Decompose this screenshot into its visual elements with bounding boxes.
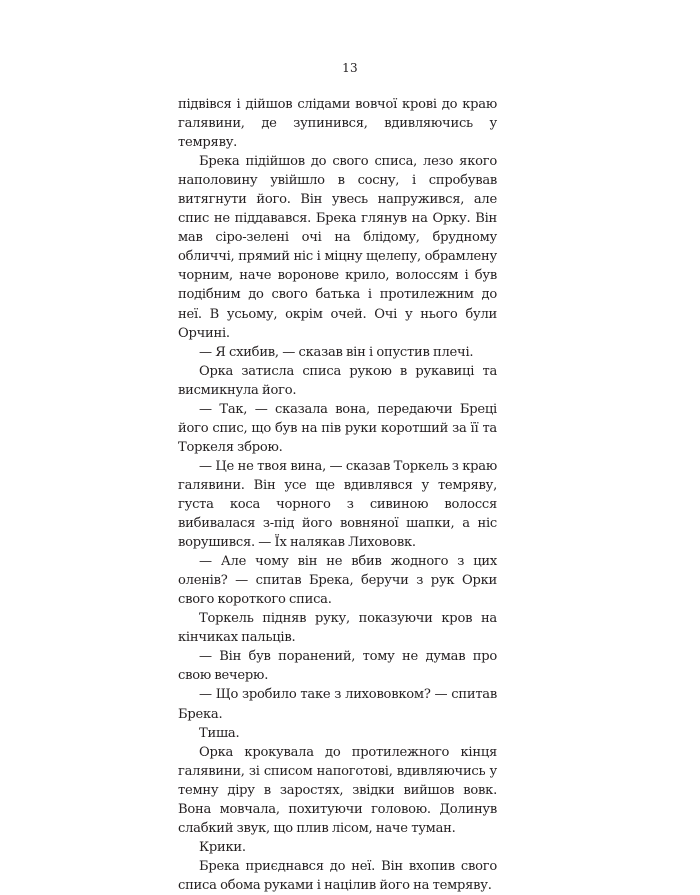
paragraph: Брека приєднався до неї. Він вхопив свого списа обома руками і націлив його на темряву. [178,858,497,893]
paragraph: Брека підійшов до свого списа, лезо якого наполовину увійшло в сосну, і спробував витягнути його. Він увесь напружився, але спис не піддавався. Брека глянув на Орку. Він мав сіро-зелені очі на блідому, брудному обличчі, прямий ніс і міцну щелепу, обрамлену чорним, наче воронове крило, волоссям і був подібним до свого батька і протилежним до неї. В усьому, окрім очей. Очі у нього були Орчині. [178,154,497,341]
paragraph: Торкель підняв руку, показуючи кров на кінчиках пальців. [178,611,497,646]
paragraph: — Я схибив, — сказав він і опустив плечі. [199,344,474,360]
paragraph: Орка затисла списа рукою в рукавиці та висмикнула його. [178,363,497,398]
paragraph: Крики. [199,839,246,855]
paragraph: — Але чому він не вбив жодного з цих оленів? — спитав Брека, беручи з рук Орки свого короткого списа. [178,554,497,608]
page-number: 13 [342,61,358,75]
paragraph: Тиша. [199,725,240,741]
paragraph: — Що зробило таке з лихововком? — спитав Брека. [178,687,497,722]
paragraph: — Це не твоя вина, — сказав Торкель з краю галявини. Він усе ще вдивлявся у темряву, густа коса чорного з сивиною волосся вибивалася з-під його вовняної шапки, а ніс ворушився. — Їх налякав Лихововк. [178,458,497,551]
paragraph: — Він був поранений, тому не думав про свою вечерю. [178,649,497,684]
page-body-text [178,95,497,895]
paragraph: — Так, — сказала вона, передаючи Бреці його спис, що був на пів руки коротший за її та Торкеля зброю. [178,401,497,455]
paragraph: Орка крокувала до протилежного кінця галявини, зі списом напоготові, вдивляючись у темну діру в заростях, звідки вийшов вовк. Вона мовчала, похитуючи головою. Долинув слабкий звук, що плив лісом, наче туман. [178,744,497,836]
paragraph: підвівся і дійшов слідами вовчої крові до краю галявини, де зупинився, вдивляючись у темряву. [178,97,497,151]
